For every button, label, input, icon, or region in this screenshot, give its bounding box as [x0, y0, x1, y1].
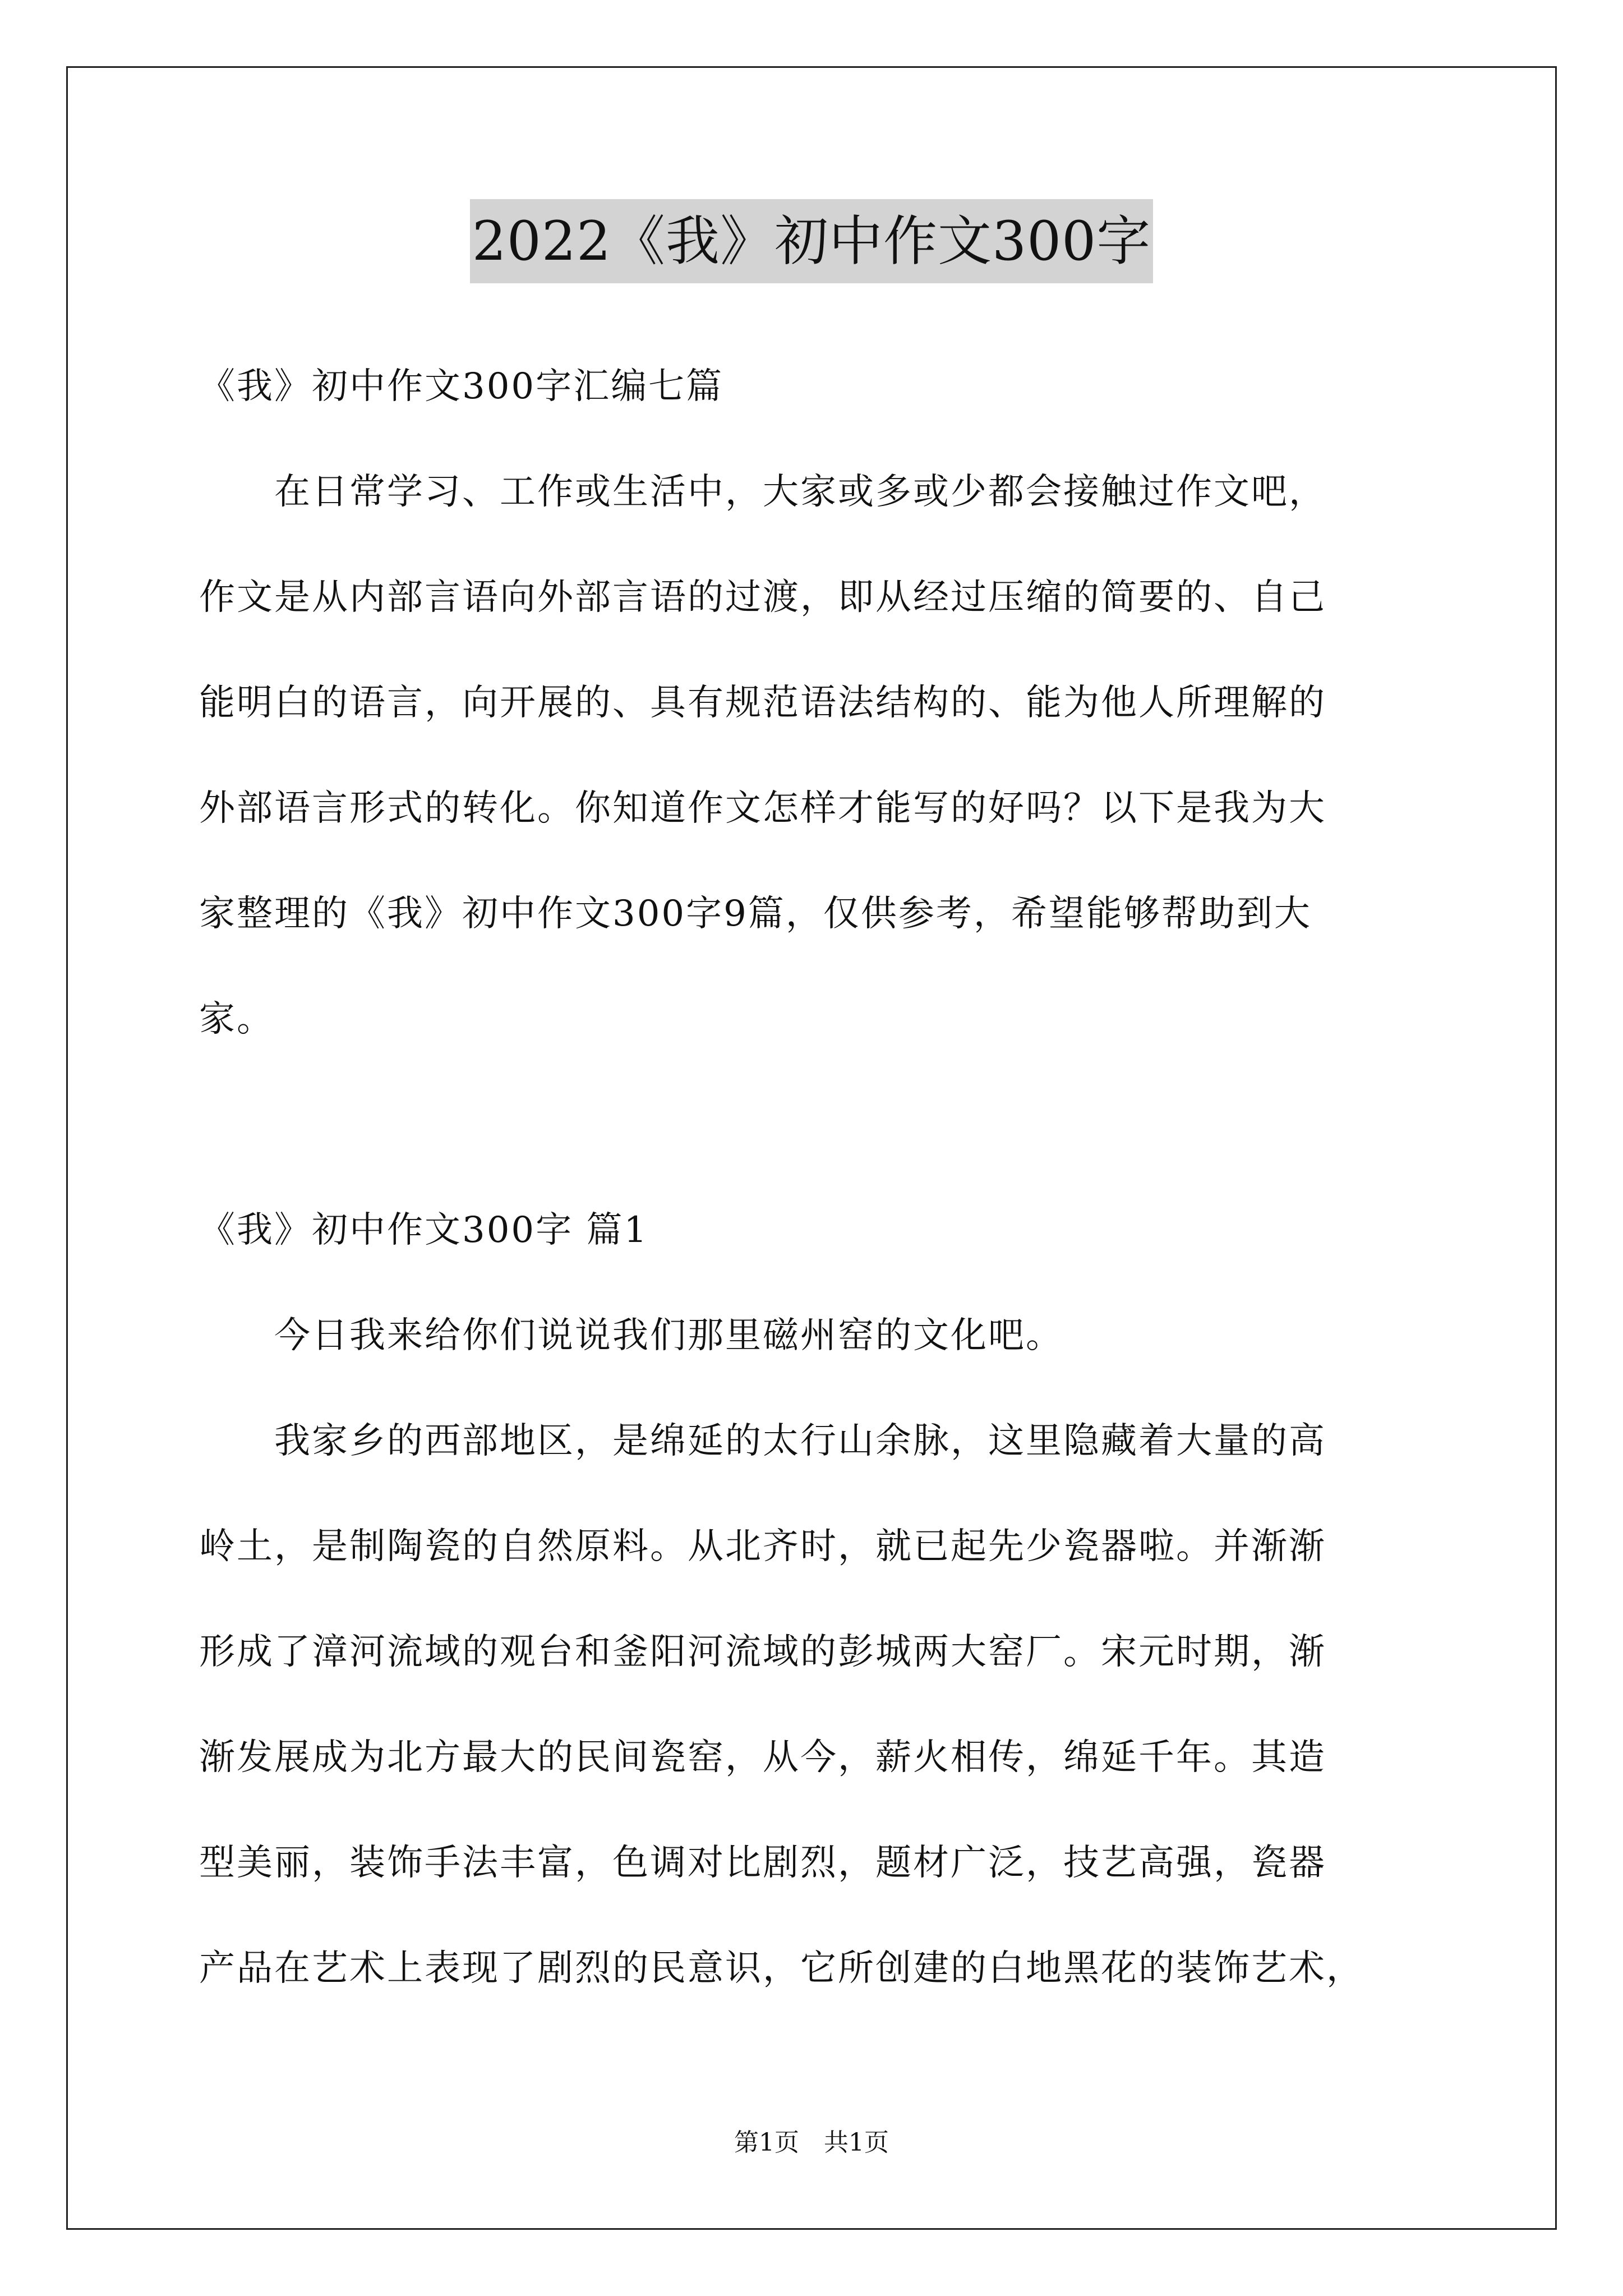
body-line: 能明白的语言，向开展的、具有规范语法结构的、能为他人所理解的: [199, 682, 1326, 724]
body-line: 外部语言形式的转化。你知道作文怎样才能写的好吗？以下是我为大: [199, 788, 1326, 829]
document-title: 2022《我》初中作文300字: [470, 199, 1154, 283]
body-line: 渐发展成为北方最大的民间瓷窑，从今，薪火相传，绵延千年。其造: [199, 1737, 1326, 1778]
section-heading: 《我》初中作文300字 篇1: [199, 1209, 649, 1251]
body-line: 家整理的《我》初中作文300字9篇，仅供参考，希望能够帮助到大: [199, 893, 1312, 935]
page-footer: 第1页 共1页: [734, 2128, 889, 2157]
body-line: 形成了漳河流域的观台和釜阳河流域的彭城两大窑厂。宋元时期，渐: [199, 1631, 1326, 1673]
body-line: 我家乡的西部地区，是绵延的太行山余脉，这里隐藏着大量的高: [199, 1420, 1326, 1462]
body-line: 今日我来给你们说说我们那里磁州窑的文化吧。: [199, 1315, 1063, 1356]
blank-line: [199, 1072, 1433, 1177]
title-container: [0, 199, 1623, 283]
subtitle-line: 《我》初中作文300字汇编七篇: [199, 366, 724, 407]
body-line: 岭土，是制陶瓷的自然原料。从北齐时，就已起先少瓷器啦。并渐渐: [199, 1526, 1326, 1567]
body-line: 家。: [199, 999, 274, 1040]
document-body: [199, 334, 1433, 2021]
body-line: 在日常学习、工作或生活中，大家或多或少都会接触过作文吧，: [199, 471, 1326, 513]
body-line: 产品在艺术上表现了剧烈的民意识，它所创建的白地黑花的装饰艺术，: [199, 1948, 1364, 1989]
body-line: 作文是从内部言语向外部言语的过渡，即从经过压缩的简要的、自己: [199, 577, 1326, 618]
body-line: 型美丽，装饰手法丰富，色调对比剧烈，题材广泛，技艺高强，瓷器: [199, 1842, 1326, 1884]
